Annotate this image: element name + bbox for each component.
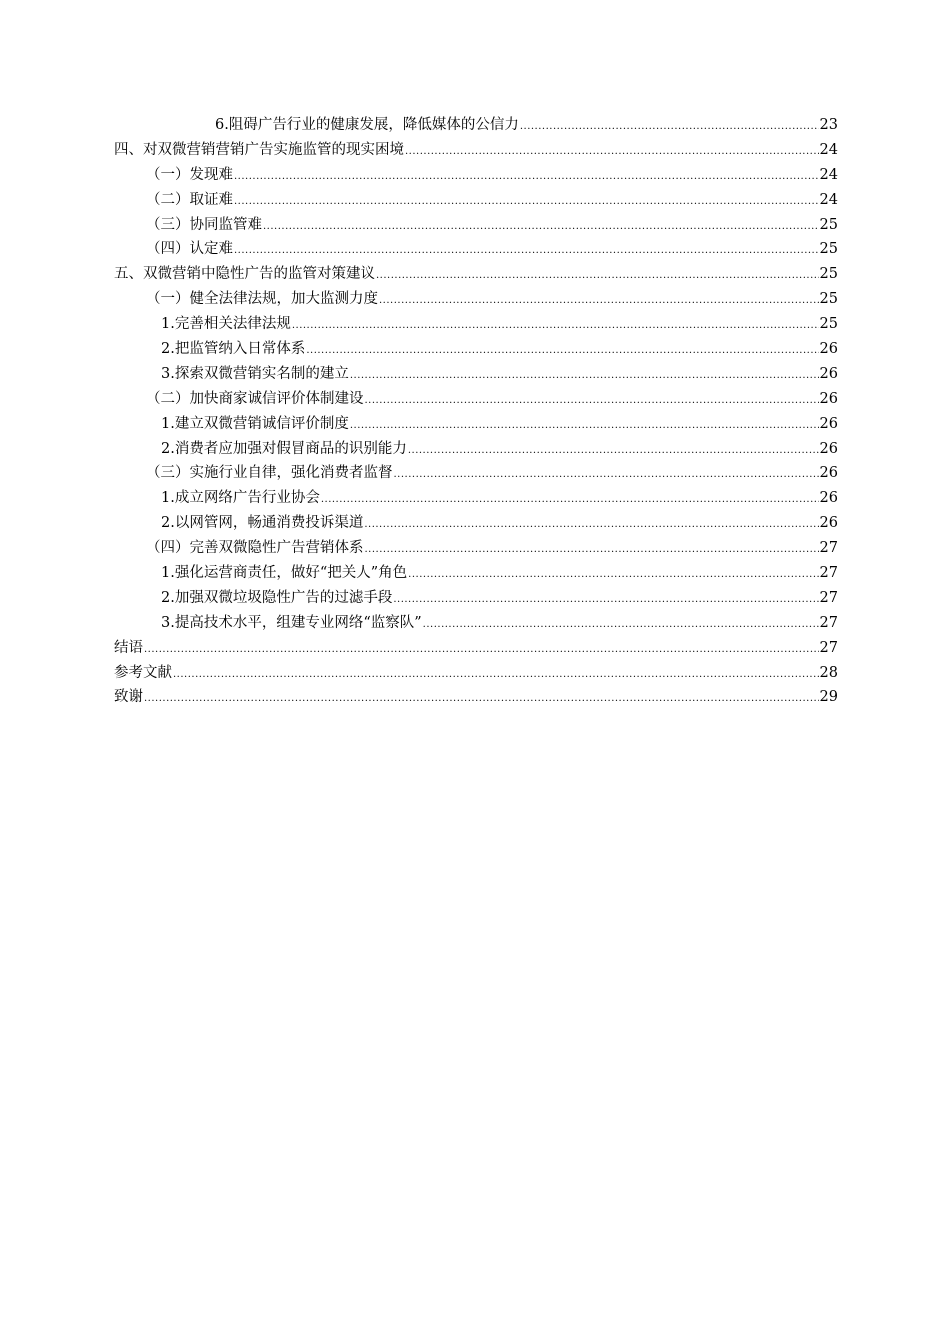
toc-entry[interactable] <box>0 387 950 412</box>
toc-dot-leader <box>263 215 819 240</box>
toc-entry[interactable] <box>0 412 950 437</box>
toc-entry-title: 2.以网管网，畅通消费投诉渠道 <box>161 515 364 532</box>
toc-page-number: 26 <box>819 390 838 407</box>
toc-entry-title: 2.消费者应加强对假冒商品的识别能力 <box>161 440 407 457</box>
toc-entry[interactable] <box>0 362 950 387</box>
toc-entry[interactable] <box>0 213 950 238</box>
toc-dot-leader <box>350 414 819 439</box>
toc-dot-leader <box>173 663 819 688</box>
toc-entry[interactable] <box>0 636 950 661</box>
toc-entry-title: 1.完善相关法律法规 <box>161 316 291 333</box>
toc-dot-leader <box>393 588 818 613</box>
toc-dot-leader <box>394 463 819 488</box>
toc-entry[interactable] <box>0 611 950 636</box>
toc-entry-title: 1.成立网络广告行业协会 <box>161 490 320 507</box>
toc-dot-leader <box>365 538 819 563</box>
toc-entry-title: 1.建立双微营销诚信评价制度 <box>161 415 349 432</box>
toc-page-number: 29 <box>819 689 838 706</box>
toc-dot-leader <box>234 165 819 190</box>
toc-entry[interactable] <box>0 138 950 163</box>
toc-dot-leader <box>364 513 818 538</box>
toc-page-number: 28 <box>819 664 838 681</box>
toc-dot-leader <box>520 115 819 140</box>
toc-entry-title: 2.把监管纳入日常体系 <box>161 341 306 358</box>
toc-entry-title: 结语 <box>114 639 143 656</box>
toc-entry-title: 3.提高技术水平，组建专业网络“监察队” <box>161 614 422 631</box>
toc-dot-leader <box>365 389 819 414</box>
toc-page-number: 25 <box>819 291 838 308</box>
toc-entry-title: 6.阻碍广告行业的健康发展，降低媒体的公信力 <box>215 117 519 133</box>
toc-dot-leader <box>408 439 819 464</box>
toc-entry[interactable] <box>0 163 950 188</box>
toc-dot-leader <box>408 563 818 588</box>
toc-page-number: 26 <box>819 515 838 532</box>
toc-page-number: 26 <box>819 415 838 432</box>
toc-entry-title: 3.探索双微营销实名制的建立 <box>161 365 349 382</box>
toc-entry-title: （二）取证难 <box>146 191 233 208</box>
toc-entry-title: 参考文献 <box>114 664 172 681</box>
toc-entry[interactable] <box>0 511 950 536</box>
toc-page-number: 26 <box>819 341 838 358</box>
toc-entry-title: 致谢 <box>114 689 143 706</box>
toc-entry-title: （一）发现难 <box>146 166 233 183</box>
toc-dot-leader <box>350 364 819 389</box>
toc-dot-leader <box>306 339 818 364</box>
toc-page-number: 26 <box>819 465 838 482</box>
toc-page-number: 25 <box>819 266 838 283</box>
toc-entry-title: （一）健全法律法规，加大监测力度 <box>146 291 378 308</box>
toc-dot-leader <box>234 239 819 264</box>
toc-entry-title: （三）实施行业自律，强化消费者监督 <box>146 465 393 482</box>
toc-entry-title: 2.加强双微垃圾隐性广告的过滤手段 <box>161 589 393 606</box>
toc-page-number: 27 <box>819 639 838 656</box>
toc-entry-title: 1.强化运营商责任，做好“把关人”角色 <box>161 565 408 582</box>
toc-page-number: 26 <box>819 365 838 382</box>
toc-dot-leader <box>144 687 819 712</box>
toc-entry[interactable] <box>0 437 950 462</box>
toc-page-number: 27 <box>819 589 838 606</box>
toc-dot-leader <box>292 314 819 339</box>
toc-entry-title: （四）完善双微隐性广告营销体系 <box>146 540 364 557</box>
toc-entry[interactable] <box>0 113 950 138</box>
toc-dot-leader <box>321 488 819 513</box>
toc-entry[interactable] <box>0 237 950 262</box>
toc-dot-leader <box>379 289 819 314</box>
toc-page-number: 25 <box>819 241 838 258</box>
toc-page-number: 26 <box>819 440 838 457</box>
toc-entry[interactable] <box>0 561 950 586</box>
toc-entry[interactable] <box>0 262 950 287</box>
toc-page-number: 27 <box>819 614 838 631</box>
toc-entry[interactable] <box>0 337 950 362</box>
toc-entry-title: （三）协同监管难 <box>146 216 262 233</box>
toc-entry[interactable] <box>0 461 950 486</box>
toc-dot-leader <box>423 613 819 638</box>
toc-entry[interactable] <box>0 287 950 312</box>
toc-page-number: 24 <box>819 141 838 158</box>
toc-entry[interactable] <box>0 685 950 710</box>
toc-page-number: 27 <box>819 540 838 557</box>
toc-dot-leader <box>376 264 819 289</box>
toc-page-number: 25 <box>819 316 838 333</box>
toc-entry[interactable] <box>0 188 950 213</box>
toc-page-number: 27 <box>819 565 838 582</box>
toc-page-number: 24 <box>819 191 838 208</box>
toc-dot-leader <box>144 638 819 663</box>
toc-entry-title: （四）认定难 <box>146 241 233 258</box>
toc-entry[interactable] <box>0 312 950 337</box>
toc-entry[interactable] <box>0 661 950 686</box>
toc-entry[interactable] <box>0 486 950 511</box>
toc-dot-leader <box>405 140 819 165</box>
toc-page-number: 23 <box>819 117 838 133</box>
toc-page-number: 24 <box>819 166 838 183</box>
toc-entry-title: （二）加快商家诚信评价体制建设 <box>146 390 364 407</box>
toc-entry-title: 五、双微营销中隐性广告的监管对策建议 <box>114 266 375 283</box>
toc-entry[interactable] <box>0 586 950 611</box>
table-of-contents <box>0 113 950 710</box>
toc-page-number: 26 <box>819 490 838 507</box>
toc-page-number: 25 <box>819 216 838 233</box>
toc-dot-leader <box>234 190 819 215</box>
toc-entry[interactable] <box>0 536 950 561</box>
toc-entry-title: 四、对双微营销营销广告实施监管的现实困境 <box>114 141 404 158</box>
